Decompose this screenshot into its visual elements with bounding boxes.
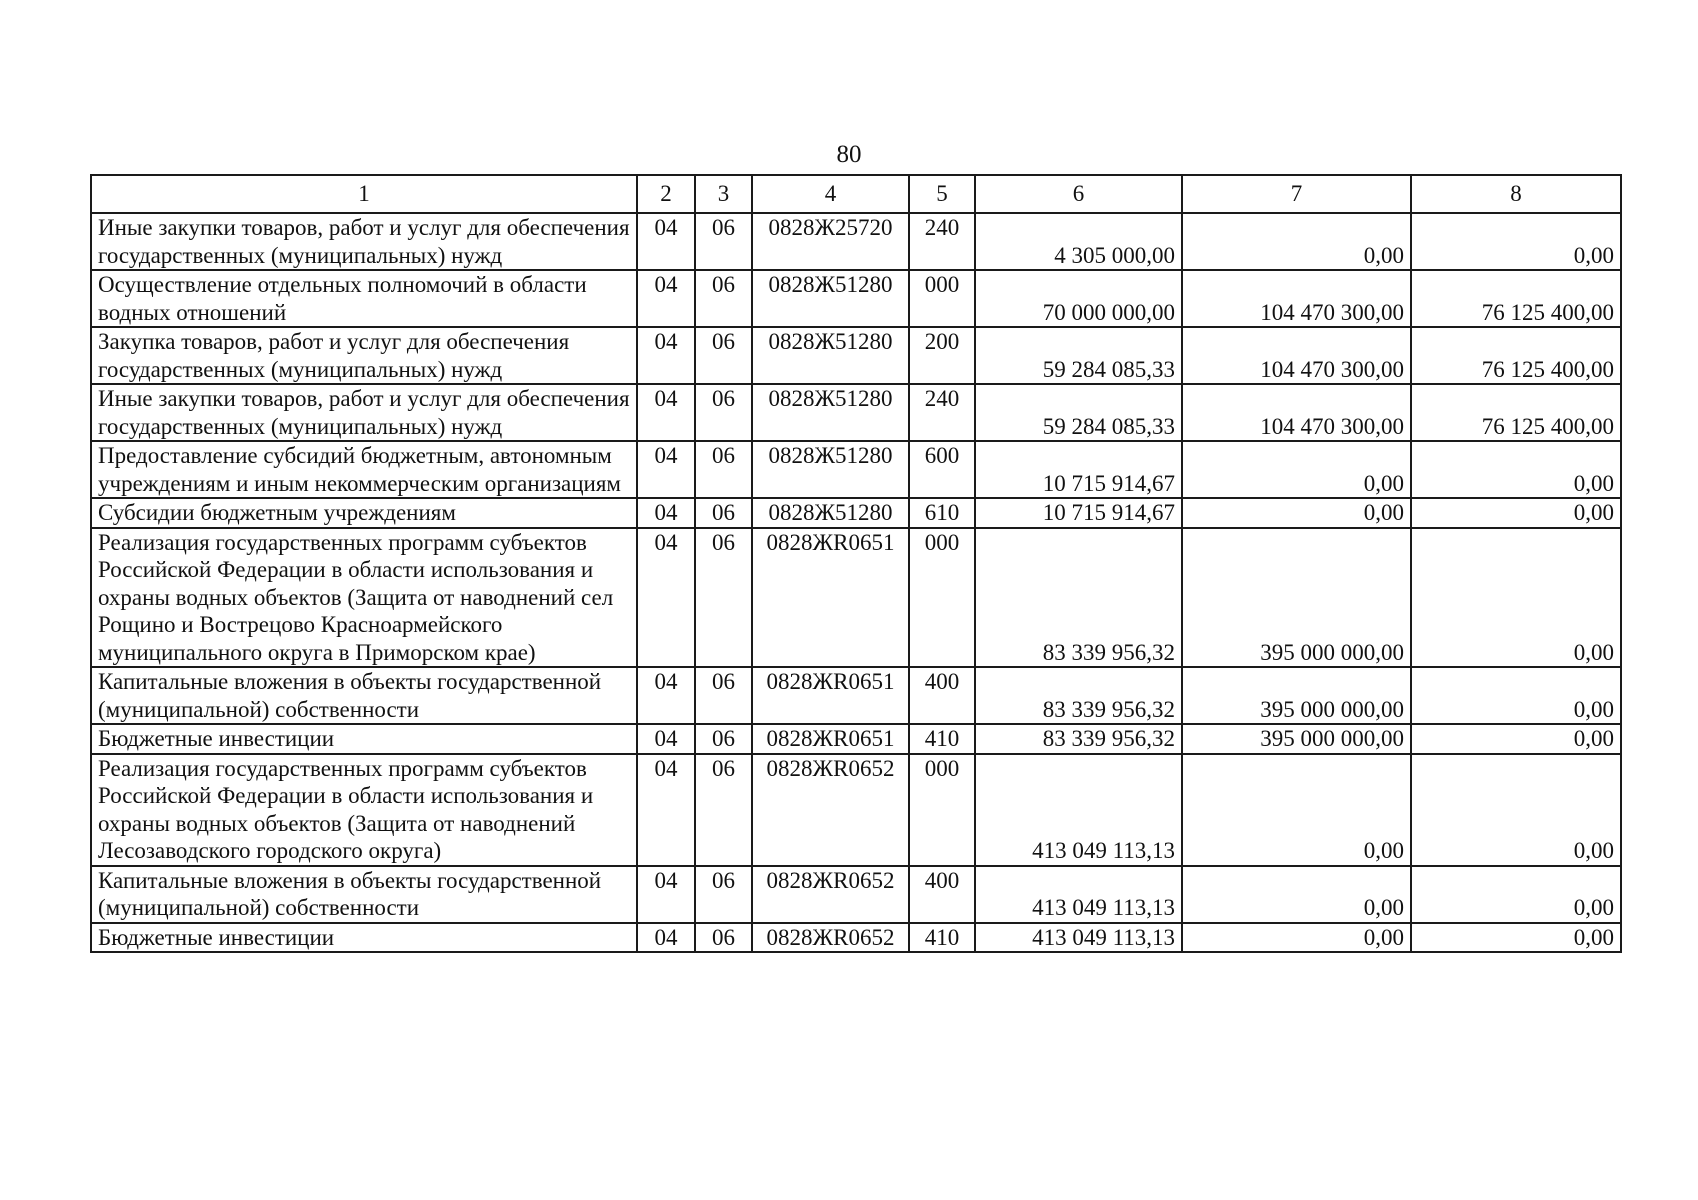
expense-name-cell: Реализация государственных программ субъектов Российской Федерации в области использования и охраны водных объектов (Защита от наводнений Лесозаводского городского округа) — [91, 754, 637, 866]
section-code-cell: 04 — [637, 213, 695, 270]
expense-name-cell: Реализация государственных программ субъектов Российской Федерации в области использования и охраны водных объектов (Защита от наводнений сел Рощино и Вострецово Красноармейского муниципального округа в Приморском крае) — [91, 528, 637, 668]
amount-col8-cell: 0,00 — [1411, 724, 1621, 754]
subsection-code-cell: 06 — [695, 498, 752, 528]
table-row — [91, 866, 1621, 923]
column-header: 4 — [752, 175, 909, 213]
amount-col6-cell: 59 284 085,33 — [975, 384, 1182, 441]
expense-type-cell: 000 — [909, 270, 975, 327]
subsection-code-cell: 06 — [695, 754, 752, 866]
amount-col6-cell: 70 000 000,00 — [975, 270, 1182, 327]
expense-type-cell: 400 — [909, 866, 975, 923]
amount-col6-cell: 10 715 914,67 — [975, 441, 1182, 498]
amount-col6-cell: 4 305 000,00 — [975, 213, 1182, 270]
amount-col6-cell: 10 715 914,67 — [975, 498, 1182, 528]
expense-type-cell: 200 — [909, 327, 975, 384]
column-header: 5 — [909, 175, 975, 213]
section-code-cell: 04 — [637, 528, 695, 668]
table-row — [91, 270, 1621, 327]
amount-col7-cell: 395 000 000,00 — [1182, 724, 1411, 754]
section-code-cell: 04 — [637, 923, 695, 953]
amount-col7-cell: 104 470 300,00 — [1182, 327, 1411, 384]
amount-col7-cell: 395 000 000,00 — [1182, 528, 1411, 668]
table-row — [91, 498, 1621, 528]
expense-name-cell: Закупка товаров, работ и услуг для обеспечения государственных (муниципальных) нужд — [91, 327, 637, 384]
section-code-cell: 04 — [637, 441, 695, 498]
amount-col7-cell: 395 000 000,00 — [1182, 667, 1411, 724]
target-article-cell: 0828Ж51280 — [752, 498, 909, 528]
amount-col8-cell: 0,00 — [1411, 441, 1621, 498]
amount-col8-cell: 0,00 — [1411, 866, 1621, 923]
subsection-code-cell: 06 — [695, 923, 752, 953]
amount-col8-cell: 76 125 400,00 — [1411, 384, 1621, 441]
section-code-cell: 04 — [637, 866, 695, 923]
subsection-code-cell: 06 — [695, 384, 752, 441]
expense-type-cell: 410 — [909, 923, 975, 953]
expense-name-cell: Капитальные вложения в объекты государственной (муниципальной) собственности — [91, 667, 637, 724]
amount-col6-cell: 59 284 085,33 — [975, 327, 1182, 384]
target-article-cell: 0828ЖR0652 — [752, 923, 909, 953]
amount-col8-cell: 0,00 — [1411, 754, 1621, 866]
column-header: 6 — [975, 175, 1182, 213]
amount-col8-cell: 0,00 — [1411, 923, 1621, 953]
amount-col8-cell: 0,00 — [1411, 498, 1621, 528]
amount-col7-cell: 0,00 — [1182, 441, 1411, 498]
amount-col8-cell: 76 125 400,00 — [1411, 327, 1621, 384]
amount-col6-cell: 413 049 113,13 — [975, 866, 1182, 923]
expense-name-cell: Капитальные вложения в объекты государственной (муниципальной) собственности — [91, 866, 637, 923]
section-code-cell: 04 — [637, 327, 695, 384]
subsection-code-cell: 06 — [695, 528, 752, 668]
table-row — [91, 327, 1621, 384]
expense-type-cell: 000 — [909, 754, 975, 866]
section-code-cell: 04 — [637, 270, 695, 327]
table-row — [91, 724, 1621, 754]
amount-col7-cell: 0,00 — [1182, 498, 1411, 528]
subsection-code-cell: 06 — [695, 667, 752, 724]
expense-type-cell: 000 — [909, 528, 975, 668]
amount-col6-cell: 413 049 113,13 — [975, 923, 1182, 953]
expense-type-cell: 610 — [909, 498, 975, 528]
table-row — [91, 213, 1621, 270]
subsection-code-cell: 06 — [695, 270, 752, 327]
column-header: 2 — [637, 175, 695, 213]
amount-col8-cell: 0,00 — [1411, 528, 1621, 668]
expense-name-cell: Иные закупки товаров, работ и услуг для обеспечения государственных (муниципальных) нужд — [91, 213, 637, 270]
table-row — [91, 923, 1621, 953]
subsection-code-cell: 06 — [695, 724, 752, 754]
amount-col7-cell: 0,00 — [1182, 213, 1411, 270]
target-article-cell: 0828Ж51280 — [752, 441, 909, 498]
section-code-cell: 04 — [637, 498, 695, 528]
expense-name-cell: Иные закупки товаров, работ и услуг для обеспечения государственных (муниципальных) нужд — [91, 384, 637, 441]
section-code-cell: 04 — [637, 667, 695, 724]
expense-type-cell: 400 — [909, 667, 975, 724]
target-article-cell: 0828Ж51280 — [752, 384, 909, 441]
amount-col6-cell: 83 339 956,32 — [975, 667, 1182, 724]
subsection-code-cell: 06 — [695, 441, 752, 498]
amount-col7-cell: 0,00 — [1182, 754, 1411, 866]
column-header: 7 — [1182, 175, 1411, 213]
table-row — [91, 384, 1621, 441]
expense-name-cell: Бюджетные инвестиции — [91, 923, 637, 953]
column-header: 3 — [695, 175, 752, 213]
table-row — [91, 528, 1621, 668]
target-article-cell: 0828ЖR0651 — [752, 724, 909, 754]
expense-name-cell: Бюджетные инвестиции — [91, 724, 637, 754]
expense-type-cell: 600 — [909, 441, 975, 498]
amount-col8-cell: 0,00 — [1411, 667, 1621, 724]
amount-col6-cell: 83 339 956,32 — [975, 724, 1182, 754]
section-code-cell: 04 — [637, 754, 695, 866]
amount-col7-cell: 104 470 300,00 — [1182, 384, 1411, 441]
table-row — [91, 441, 1621, 498]
target-article-cell: 0828ЖR0651 — [752, 528, 909, 668]
target-article-cell: 0828Ж51280 — [752, 270, 909, 327]
column-number-header-row — [91, 175, 1621, 213]
amount-col6-cell: 413 049 113,13 — [975, 754, 1182, 866]
column-header: 1 — [91, 175, 637, 213]
target-article-cell: 0828ЖR0652 — [752, 866, 909, 923]
amount-col6-cell: 83 339 956,32 — [975, 528, 1182, 668]
expense-type-cell: 410 — [909, 724, 975, 754]
target-article-cell: 0828ЖR0652 — [752, 754, 909, 866]
target-article-cell: 0828ЖR0651 — [752, 667, 909, 724]
subsection-code-cell: 06 — [695, 327, 752, 384]
amount-col7-cell: 0,00 — [1182, 923, 1411, 953]
expense-name-cell: Осуществление отдельных полномочий в области водных отношений — [91, 270, 637, 327]
table-row — [91, 667, 1621, 724]
expense-name-cell: Субсидии бюджетным учреждениям — [91, 498, 637, 528]
target-article-cell: 0828Ж25720 — [752, 213, 909, 270]
target-article-cell: 0828Ж51280 — [752, 327, 909, 384]
expense-type-cell: 240 — [909, 384, 975, 441]
expense-type-cell: 240 — [909, 213, 975, 270]
column-header: 8 — [1411, 175, 1621, 213]
table-row — [91, 754, 1621, 866]
subsection-code-cell: 06 — [695, 213, 752, 270]
budget-table — [90, 174, 1622, 953]
expense-name-cell: Предоставление субсидий бюджетным, автономным учреждениям и иным некоммерческим организациям — [91, 441, 637, 498]
amount-col7-cell: 104 470 300,00 — [1182, 270, 1411, 327]
page-number: 80 — [836, 141, 862, 168]
section-code-cell: 04 — [637, 384, 695, 441]
subsection-code-cell: 06 — [695, 866, 752, 923]
amount-col8-cell: 76 125 400,00 — [1411, 270, 1621, 327]
amount-col7-cell: 0,00 — [1182, 866, 1411, 923]
amount-col8-cell: 0,00 — [1411, 213, 1621, 270]
section-code-cell: 04 — [637, 724, 695, 754]
